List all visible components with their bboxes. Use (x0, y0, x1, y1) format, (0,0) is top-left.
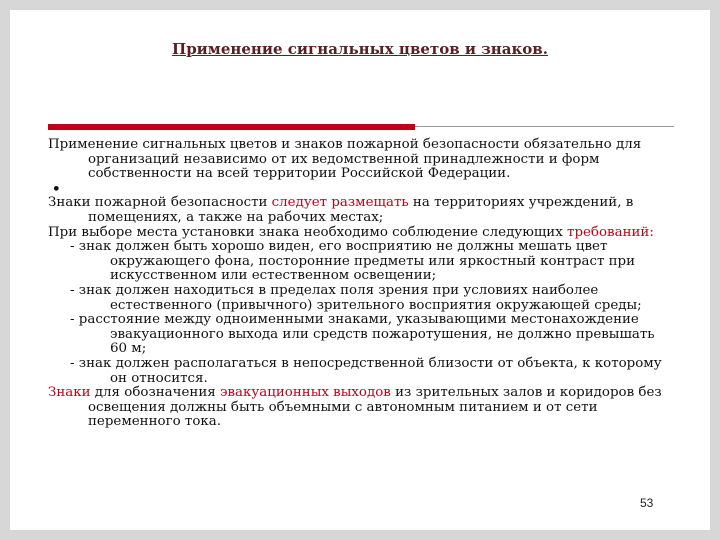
placement-text-start: Знаки пожарной безопасности (48, 195, 272, 211)
requirements-intro-text: При выборе места установки знака необходимо соблюдение следующих (48, 224, 568, 240)
page-number: 53 (640, 496, 654, 510)
requirement-item: - расстояние между одноименными знаками, указывающими местонахождение эвакуационного выхода или средств пожаротушения, не должно превышать 60 м; (70, 312, 655, 357)
evacuation-text-1: для обозначения (90, 385, 220, 401)
requirement-item: - знак должен располагаться в непосредственной близости от объекта, к которому он относится. (70, 355, 662, 386)
placement-emphasis: следует размещать (271, 195, 409, 211)
slide-frame-bottom (0, 530, 720, 540)
paragraph-evacuation-signs (48, 386, 674, 430)
requirement-item: - знак должен быть хорошо виден, его восприятию не должны мешать цвет окружающего фона, посторонние предметы или яркостный контраст при искусственном или естественном освещении; (70, 239, 636, 284)
slide-frame-left (0, 0, 10, 540)
evacuation-signs-emphasis: Знаки (48, 385, 91, 401)
slide-frame-top (0, 0, 720, 10)
title-accent-bar (48, 124, 415, 130)
evacuation-exits-emphasis: эвакуационных выходов (220, 385, 391, 401)
paragraph-placement (48, 196, 674, 225)
slide-body (48, 138, 674, 430)
slide-frame-right (710, 0, 720, 540)
slide-title: Применение сигнальных цветов и знаков. (172, 40, 548, 58)
evacuation-text-2: из зрительных залов и коридоров без освещения должны быть объемными с автономным питанием и от сети переменного тока. (88, 385, 662, 430)
paragraph-mandatory-use: Применение сигнальных цветов и знаков пожарной безопасности обязательно для организаций независимо от их ведомственной принадлежности и форм собственности на всей территории Российской Федерации. (48, 137, 642, 182)
bullet-dot: • (52, 180, 61, 197)
requirement-item: - знак должен находиться в пределах поля зрения при условиях наиболее естественного (привычного) зрительного восприятия окружающей среды; (70, 282, 642, 313)
placement-text-end: на территориях учреждений, в помещениях, а также на рабочих местах; (88, 195, 634, 225)
requirements-emphasis: требований: (567, 224, 654, 240)
paragraph-requirements-intro (48, 226, 674, 241)
